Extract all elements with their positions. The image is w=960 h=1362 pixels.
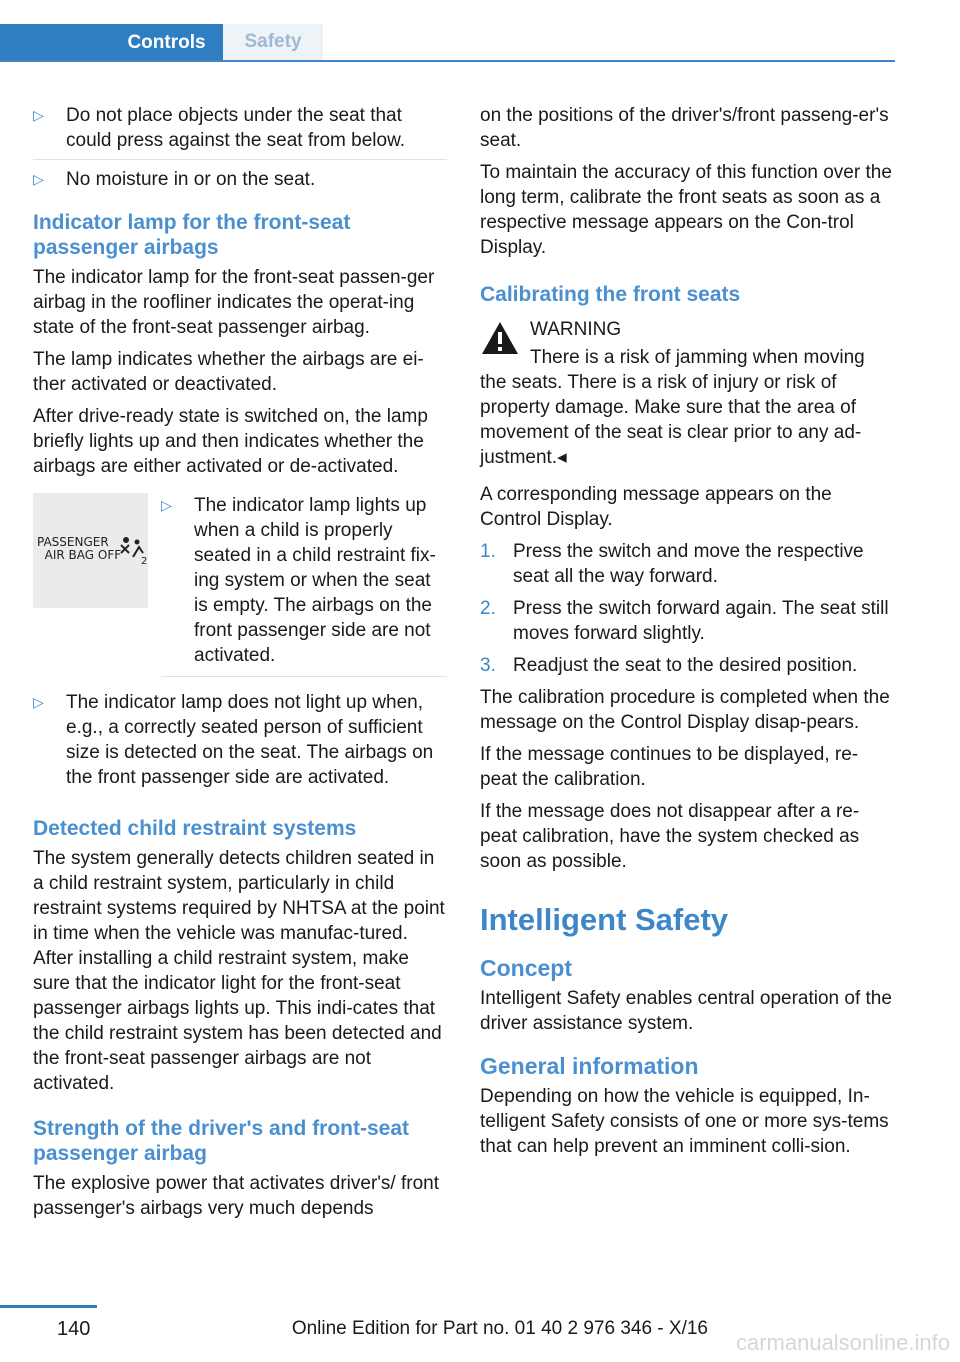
calibration-steps: [480, 539, 894, 678]
paragraph: If the message does not disappear after a re‐peat calibration, have the system checked as soon as possible.: [480, 801, 860, 872]
paragraph: The explosive power that activates driver's/ front passenger's airbags very much depends: [33, 1173, 439, 1219]
footer-rule: [0, 1305, 97, 1308]
tab-controls[interactable]: Controls: [0, 24, 223, 62]
list-item: [480, 653, 894, 678]
lamp-label-off: OFF: [97, 548, 122, 562]
paragraph: Depending on how the vehicle is equipped, In‐telligent Safety consists of one or more sys‐tems that can help prevent an imminent colli‐sion.: [480, 1086, 889, 1157]
airbag-indicator-label: [37, 536, 121, 562]
list-item: [480, 539, 894, 589]
tab-safety[interactable]: Safety: [223, 24, 323, 60]
warning-text-body: There is a risk of jamming when moving the seats. There is a risk of injury or risk of property damage. Make sure that the area of movement of the seat is clear prior to any ad‐justment.◂: [480, 347, 865, 468]
paragraph: The system generally detects children seated in a child restraint system, particularly in child restraint systems required by NHTSA at the point in time when the vehicle was manufac‐tured. After installing a child restraint system, make sure that the indicator light for the front-seat passenger airbags lights up. This indi‐cates that the child restraint system has been detected and the front-seat passenger airbags are not activated.: [33, 848, 445, 1094]
heading-indicator-lamp: Indicator lamp for the front-seat passenger airbags: [33, 211, 351, 259]
paragraph: The calibration procedure is completed when the message on the Control Display disap‐pears.: [480, 687, 890, 733]
bullet-item: ▷ The indicator lamp lights up when a child is properly seated in a child restraint fix‐ing system or when the seat is empty. The airbags on the front passenger side are not activated.: [161, 493, 447, 677]
lamp-label-airbag: AIR BAG: [44, 548, 95, 562]
paragraph: The lamp indicates whether the airbags are ei‐ther activated or deactivated.: [33, 349, 424, 395]
paragraph: on the positions of the driver's/front passeng‐er's seat.: [480, 105, 889, 151]
bullet-item: ▷ The indicator lamp does not light up when, e.g., a correctly seated person of sufficient size is detected on the seat. The airbags on the front passenger side are activated.: [33, 690, 447, 790]
warning-label: WARNING: [530, 319, 622, 340]
heading-calibrating: Calibrating the front seats: [480, 283, 741, 306]
indicator-figure-text: [161, 493, 447, 684]
airbag-indicator-image: [33, 493, 148, 608]
edition-text: Online Edition for Part no. 01 40 2 976 346 - X/16: [291, 1318, 708, 1339]
step-text: Press the switch forward again. The seat still moves forward slightly.: [513, 598, 889, 644]
paragraph: After drive-ready state is switched on, the lamp briefly lights up and then indicates whether the airbags are either activated or de‐activated.: [33, 406, 428, 477]
heading-concept: Concept: [480, 955, 572, 981]
child-seat-icon: [115, 535, 147, 565]
step-text: Readjust the seat to the desired position.: [513, 655, 858, 676]
paragraph: A corresponding message appears on the Control Display.: [480, 484, 832, 530]
paragraph: The indicator lamp for the front-seat passen‐ger airbag in the roofliner indicates the operat‐ing state of the front-seat passenger airbag.: [33, 267, 435, 338]
lamp-label-sub: 2: [141, 556, 147, 565]
indicator-figure-row: [33, 493, 447, 684]
bullet-item: ▷ Do not place objects under the seat that could press against the seat from below.: [33, 103, 447, 160]
page-number: 140: [57, 1318, 91, 1340]
warning-triangle-icon: [480, 319, 520, 357]
left-column: [33, 103, 447, 1228]
heading-general-information: General information: [480, 1053, 699, 1079]
right-column: [480, 103, 894, 1166]
heading-intelligent-safety: Intelligent Safety: [480, 902, 729, 937]
lamp-label-passenger: PASSENGER: [37, 535, 109, 549]
step-number: 3.: [480, 655, 496, 676]
heading-detected-child-restraint: Detected child restraint systems: [33, 817, 357, 840]
step-text: Press the switch and move the respective seat all the way forward.: [513, 541, 864, 587]
paragraph: If the message continues to be displayed, re‐peat the calibration.: [480, 744, 859, 790]
list-item: [480, 596, 894, 646]
step-number: 2.: [480, 598, 496, 619]
paragraph: Intelligent Safety enables central operation of the driver assistance system.: [480, 988, 892, 1034]
warning-text: [480, 345, 894, 470]
heading-airbag-strength: Strength of the driver's and front-seat passenger airbag: [33, 1117, 410, 1165]
page-header: [0, 0, 960, 64]
header-rule: [0, 60, 895, 62]
paragraph: To maintain the accuracy of this function over the long term, calibrate the front seats as soon as a respective message appears on the Con‐trol Display.: [480, 162, 892, 258]
step-number: 1.: [480, 541, 496, 562]
bullet-item: ▷ No moisture in or on the seat.: [33, 167, 447, 192]
watermark: carmanualsonline.info: [735, 1330, 950, 1355]
